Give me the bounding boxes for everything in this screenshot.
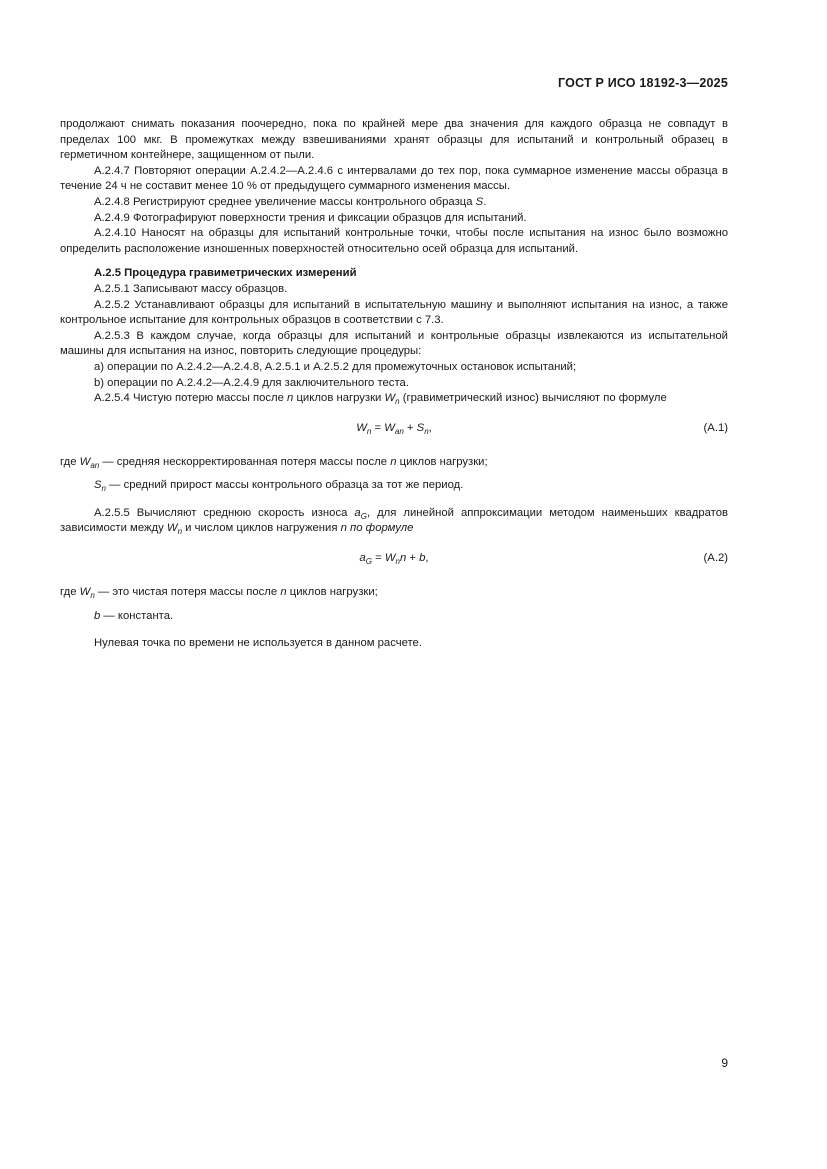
paragraph-a-2-4-10: A.2.4.10 Наносят на образцы для испытаний контрольные точки, чтобы после испытания на износ было возможно определить расположение изношенных поверхностей относительно осей образца для испытаний.: [60, 227, 728, 255]
variable-w: W: [384, 392, 396, 405]
where-line-w-n: [60, 585, 728, 601]
section-title-a-2-5: A.2.5 Процедура гравиметрических измерений: [94, 267, 357, 280]
formula-punctuation: ,: [425, 552, 429, 565]
subscript-an: an: [90, 460, 100, 470]
formula-symbol: W: [384, 421, 395, 434]
formula-subscript: n: [366, 426, 372, 436]
formula-operator: +: [406, 552, 420, 565]
variable-a: a: [354, 506, 361, 519]
variable-w: W: [166, 522, 178, 535]
formula-operator: +: [403, 421, 417, 434]
formula-symbol: a: [359, 552, 366, 565]
text-span: (гравиметрический износ) вычисляют по формуле: [399, 392, 667, 405]
formula-operator: =: [371, 421, 385, 434]
paragraph-a-2-5-4: [60, 391, 728, 407]
subscript-n: n: [101, 484, 106, 494]
where-line-w-an: [60, 455, 728, 471]
text-span: циклов нагрузки;: [286, 586, 378, 599]
formula-a-1-number: (A.1): [703, 421, 728, 434]
formula-a-2: [60, 551, 728, 571]
formula-punctuation: ,: [428, 421, 432, 434]
formula-subscript: G: [365, 557, 372, 567]
text-span: , для линейной аппроксимации методом наименьших квадратов зависимости между: [60, 506, 728, 535]
where-line-b: [60, 609, 728, 625]
variable-s: S: [475, 195, 484, 208]
text-span: — это чистая потеря массы после: [94, 586, 281, 599]
formula-a-1: [60, 421, 728, 441]
formula-symbol: W: [356, 421, 367, 434]
text-span: циклов нагрузки: [293, 392, 385, 405]
text-span: .: [483, 195, 487, 208]
text-span-italic: n по формуле: [340, 522, 414, 535]
list-item-b: b) операции по A.2.4.2—A.2.4.9 для заключительного теста.: [94, 376, 409, 389]
variable-w: W: [79, 586, 91, 599]
paragraph-zero-point-note: Нулевая точка по времени не используется в данном расчете.: [94, 637, 422, 650]
paragraph-a-2-5-1: A.2.5.1 Записывают массу образцов.: [94, 282, 288, 295]
text-span: и числом циклов нагружения: [182, 522, 341, 535]
formula-symbol: S: [416, 421, 425, 434]
formula-subscript: an: [394, 426, 404, 436]
formula-operator: =: [371, 552, 385, 565]
subscript-n: n: [90, 591, 95, 601]
variable-w: W: [79, 455, 91, 468]
paragraph-a-2-5-3: A.2.5.3 В каждом случае, когда образцы для испытаний и контрольные образцы извлекаются из испытательной машины для испытания на износ, повторить следующие процедуры:: [60, 329, 728, 358]
formula-subscript: n: [395, 557, 400, 567]
text-span: — константа.: [100, 609, 174, 622]
paragraph-a-2-4-7: A.2.4.7 Повторяют операции A.2.4.2—A.2.4.6 с интервалами до тех пор, пока суммарное изменение массы образца в течение 24 ч не составит менее 10 % от предыдущего суммарного изменения массы.: [60, 164, 728, 193]
paragraph-a-2-4-9: A.2.4.9 Фотографируют поверхности трения и фиксации образцов для испытаний.: [94, 211, 527, 224]
where-line-s-n: [60, 478, 728, 494]
document-body: [60, 117, 728, 652]
subscript-n: n: [177, 527, 183, 537]
formula-subscript: n: [424, 426, 429, 436]
formula-a-2-number: (A.2): [703, 552, 728, 565]
formula-symbol: n: [399, 552, 407, 565]
paragraph-a-2-5-2: A.2.5.2 Устанавливают образцы для испытаний в испытательную машину и выполняют испытания на износ, а также контрольное испытание для контрольных образцов в соответствии с 7.3.: [60, 298, 728, 327]
variable-n: n: [390, 455, 397, 468]
formula-symbol: b: [419, 552, 426, 565]
text-span: A.2.5.5 Вычисляют среднюю скорость износа: [94, 506, 355, 519]
formula-a-1-expression: [60, 421, 728, 437]
list-item-a: a) операции по A.2.4.2—A.2.4.8, A.2.5.1 и A.2.5.2 для промежуточных остановок испытаний;: [94, 360, 577, 373]
variable-s: S: [94, 479, 102, 492]
paragraph-continuation: продолжают снимать показания поочередно, пока по крайней мере два значения для каждого образца не совпадут в пределах 100 мкг. В промежутках между взвешиваниями хранят образцы для испытаний и контрольный образец в герметичном контейнере, защищенном от пыли.: [60, 118, 728, 162]
text-span: A.2.4.8 Регистрируют среднее увеличение массы контрольного образца: [94, 195, 476, 208]
document-header-title: ГОСТ Р ИСО 18192-3—2025: [558, 76, 728, 90]
text-span: — средний прирост массы контрольного образца за тот же период.: [106, 479, 464, 492]
variable-n: n: [287, 392, 294, 405]
text-span: где: [60, 455, 80, 468]
paragraph-a-2-5-5: [60, 506, 728, 537]
variable-b: b: [94, 609, 101, 622]
variable-n: n: [280, 586, 287, 599]
text-span: циклов нагрузки;: [396, 455, 488, 468]
page-number: 9: [721, 1056, 728, 1070]
text-span: — средняя нескорректированная потеря массы после: [99, 455, 391, 468]
paragraph-a-2-4-8: [60, 195, 728, 211]
formula-symbol: W: [384, 552, 396, 565]
subscript-g: G: [360, 511, 367, 521]
subscript-n: n: [395, 397, 400, 407]
formula-a-2-expression: [60, 551, 728, 567]
text-span: A.2.5.4 Чистую потерю массы после: [94, 392, 288, 405]
text-span: где: [60, 586, 80, 599]
